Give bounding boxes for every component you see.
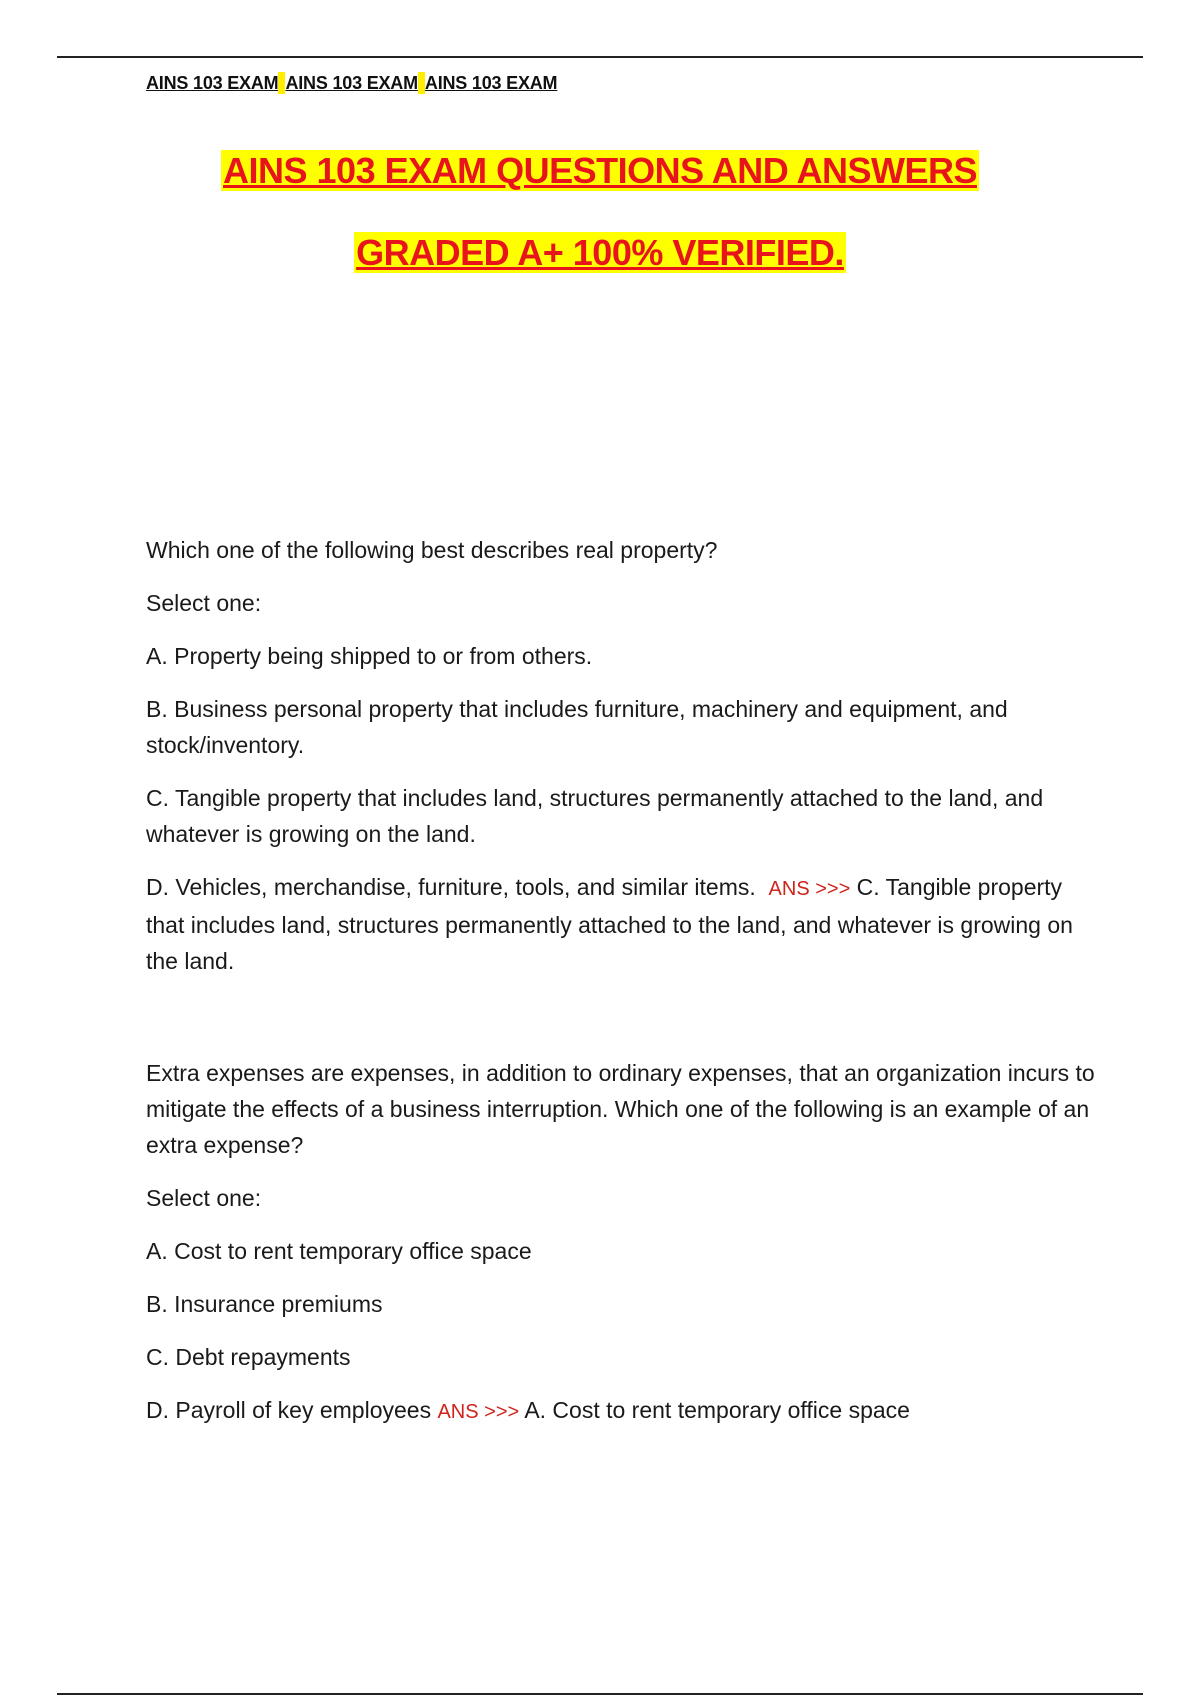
question-prompt: Extra expenses are expenses, in addition to ordinary expenses, that an organization incurs to mitigate the effects of a business interruption. Which one of the following is an example of an extra expense? xyxy=(146,1060,1095,1158)
answer-text: C. Tangible property that includes land, structures permanently attached to the land, and whatever is growing on the land. xyxy=(146,874,1073,974)
answer-tag: ANS >>> xyxy=(437,1401,520,1423)
header-separator xyxy=(418,72,425,94)
option-b: B. Business personal property that includes furniture, machinery and equipment, and stock/inventory. xyxy=(146,696,1008,758)
header-segment: AINS 103 EXAM xyxy=(424,73,558,93)
title-text: GRADED A+ 100% VERIFIED. xyxy=(356,232,844,273)
select-label: Select one: xyxy=(146,1185,262,1211)
option-a: A. Property being shipped to or from others. xyxy=(146,643,593,669)
answer-tag: ANS >>> xyxy=(768,878,851,900)
question-block-1 xyxy=(146,532,1101,996)
document-title-line-2 xyxy=(0,232,1200,274)
select-label: Select one: xyxy=(146,590,262,616)
option-b: B. Insurance premiums xyxy=(146,1291,383,1317)
option-c: C. Debt repayments xyxy=(146,1344,351,1370)
question-block-2 xyxy=(146,1055,1101,1447)
top-rule xyxy=(57,56,1143,58)
bottom-rule xyxy=(57,1693,1143,1695)
header-segment: AINS 103 EXAM xyxy=(146,73,279,93)
option-c: C. Tangible property that includes land, structures permanently attached to the land, and whatever is growing on the land. xyxy=(146,785,1044,847)
option-d-with-answer xyxy=(146,1392,1101,1430)
answer-text: A. Cost to rent temporary office space xyxy=(524,1397,910,1423)
question-prompt: Which one of the following best describes real property? xyxy=(146,537,718,563)
option-a: A. Cost to rent temporary office space xyxy=(146,1238,532,1264)
document-title-line-1 xyxy=(0,150,1200,192)
page-header xyxy=(146,72,557,94)
option-d: D. Payroll of key employees xyxy=(146,1397,432,1423)
title-text: AINS 103 EXAM QUESTIONS AND ANSWERS xyxy=(223,150,977,191)
header-segment: AINS 103 EXAM xyxy=(285,73,418,93)
option-d-with-answer xyxy=(146,869,1101,979)
option-d: D. Vehicles, merchandise, furniture, tools, and similar items. xyxy=(146,874,756,900)
